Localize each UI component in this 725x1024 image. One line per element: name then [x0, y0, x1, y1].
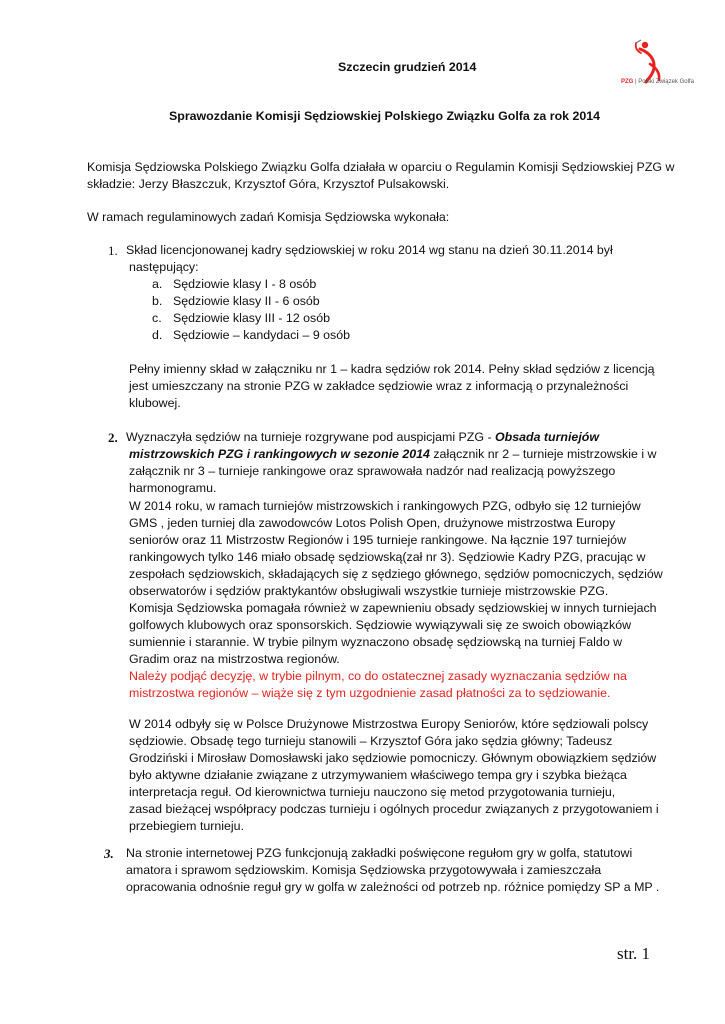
paragraph-line: golfowych klubowych oraz sponsorskich. Sędziowie wywiązywali się ze swoich obowiązków: [129, 618, 632, 632]
list-item: Sędziowie klasy II - 6 osób: [173, 294, 320, 308]
paragraph-line: sędziowie. Obsadę tego turnieju stanowili – Krzysztof Góra jako sędzia główny; Tadeusz: [129, 734, 613, 748]
paragraph-line: zasad bieżącej współpracy podczas turnieju i ogólnych procedur związanych z przygotowaniem i: [129, 802, 659, 816]
paragraph-line: Komisja Sędziowska pomagała również w zapewnieniu obsady sędziowskiej w innych turniejach: [129, 601, 657, 615]
place-date: Szczecin grudzień 2014: [338, 60, 477, 74]
paragraph-line: zespołach sędziowskich, składających się z sędziego głównego, sędziów pomocniczych, sędziów: [129, 567, 663, 581]
intro-line-3: W ramach regulaminowych zadań Komisja Sędziowska wykonała:: [87, 210, 450, 224]
page-number: str. 1: [617, 944, 651, 963]
logo-full-name: Polski Związek Golfa: [638, 79, 694, 85]
item-3-line: Na stronie internetowej PZG funkcjonują zakładki poświęcone regułom gry w golfa, statutowi: [126, 846, 633, 860]
item-3-line: amatora i sprawom sędziowskim. Komisja Sędziowska przygotowywała i zamieszczała: [126, 863, 602, 877]
item-1-line-2: następujący:: [129, 260, 199, 274]
item-2-emphasis: mistrzowskich PZG i rankingowych w sezonie 2014: [129, 447, 430, 461]
item-2-line-2-text: załącznik nr 2 – turnieje mistrzowskie i w: [429, 447, 657, 461]
list-item: Sędziowie klasy III - 12 osób: [173, 311, 331, 325]
item-3-line: opracowania odnośnie reguł gry w golfa w zależności od potrzeb np. różnice pomiędzy SP a MP .: [126, 880, 660, 894]
list-item-marker: b.: [152, 294, 163, 308]
paragraph-line: GMS , jeden turniej dla zawodowców Lotos Polish Open, drużynowe mistrzostwa Europy: [129, 516, 616, 530]
paragraph-line: W 2014 roku, w ramach turniejów mistrzowskich i rankingowych PZG, odbyło się 12 turniejów: [129, 499, 641, 513]
paragraph-line: sumiennie i starannie. W trybie pilnym wyznaczono obsadę sędziowską na turniej Faldo w: [129, 635, 623, 649]
list-item-marker: a.: [152, 277, 163, 291]
item-2-emphasis: Obsada turniejów: [495, 430, 599, 444]
item-2-line-3: załącznik nr 3 – turnieje rankingowe oraz sprawowała nadzór nad realizacją powyższego: [129, 464, 616, 478]
paragraph-line: interpretacja reguł. Od kierownictwa turnieju nauczono się metod przygotowania turnieju,: [129, 785, 616, 799]
logo-caption: PZG | Polski Związek Golfa: [621, 79, 694, 85]
red-note-line: mistrzostwa regionów – wiąże się z tym uzgodnienie zasad płatności za to sędziowanie.: [129, 686, 611, 700]
paragraph-line: rankingowych tylko 146 miało obsadę sędziowską(zał nr 3). Sędziowie Kadry PZG, pracując w: [129, 550, 646, 564]
list-item: Sędziowie klasy I - 8 osób: [173, 277, 317, 291]
item-1-number: 1.: [108, 243, 118, 258]
logo-abbr: PZG: [621, 79, 634, 85]
paragraph-line: seniorów oraz 11 Mistrzostw Regionów i 195 turnieje rankingowe. Na łącznie 197 turniejów: [129, 533, 627, 547]
paragraph-line: było aktywne działanie związane z utrzymywaniem właściwego tempa gry i szybka bieżąca: [129, 768, 627, 782]
paragraph-line: Gradim oraz na mistrzostwa regionów.: [129, 652, 340, 666]
item-1-para-line: Pełny imienny skład w załączniku nr 1 – kadra sędziów rok 2014. Pełny skład sędziów z licencją: [129, 362, 655, 376]
list-item-marker: c.: [152, 311, 162, 325]
page-title: Sprawozdanie Komisji Sędziowskiej Polskiego Związku Golfa za rok 2014: [169, 109, 601, 123]
red-note-line: Należy podjąć decyzję, w trybie pilnym, co do ostatecznej zasady wyznaczania sędziów na: [129, 669, 627, 683]
item-2-number: 2.: [108, 430, 118, 445]
paragraph-line: W 2014 odbyły się w Polsce Drużynowe Mistrzostwa Europy Seniorów, które sędziowali polscy: [129, 717, 649, 731]
intro-line-1: Komisja Sędziowska Polskiego Związku Golfa działała w oparciu o Regulamin Komisji Sędziowskiej PZG w: [87, 160, 675, 174]
item-2-line-1-text: Wyznaczyła sędziów na turnieje rozgrywane pod auspicjami PZG -: [126, 430, 496, 444]
item-1-line-1: Skład licencjonowanej kadry sędziowskiej w roku 2014 wg stanu na dzień 30.11.2014 był: [126, 243, 613, 257]
list-item-marker: d.: [152, 328, 163, 342]
item-2-line-4: harmonogramu.: [129, 481, 217, 495]
item-1-para-line: klubowej.: [129, 396, 181, 410]
paragraph-line: Grodziński i Mirosław Domosławski jako sędziowie pomocniczy. Głównym obowiązkiem sędziów: [129, 751, 657, 765]
item-3-number: 3.: [104, 846, 114, 861]
paragraph-line: przebiegiem turnieju.: [129, 819, 245, 833]
item-2-line-2: [129, 446, 656, 463]
item-1-para-line: jest umieszczany na stronie PZG w zakładce sędziowie wraz z informacją o przynależności: [129, 379, 629, 393]
list-item: Sędziowie – kandydaci – 9 osób: [173, 328, 351, 342]
paragraph-line: obserwatorów i sędziów praktykantów obsługiwali wszystkie turnieje mistrzowskie PZG.: [129, 584, 609, 598]
item-2-line-1: [126, 429, 599, 446]
intro-line-2: składzie: Jerzy Błaszczuk, Krzysztof Góra, Krzysztof Pulsakowski.: [87, 177, 450, 191]
